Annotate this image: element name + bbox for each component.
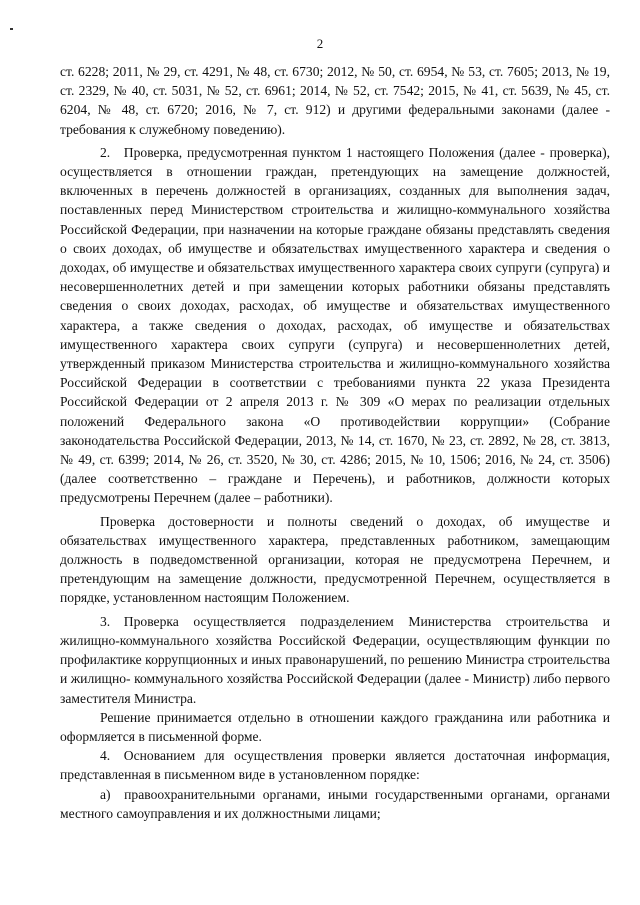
paragraph-verification: Проверка достоверности и полноты сведений о доходах, об имуществе и обязательствах имущественного характера, представленных работником, замещающим должность в подведомственной организации, которая не предусмотрена Перечнем, и претендующим на замещение должности, предусмотренной Перечнем, осуществляется в порядке, установленном настоящим Положением.: [60, 513, 610, 606]
paragraph-decision: Решение принимается отдельно в отношении каждого гражданина или работника и оформляется в письменной форме.: [60, 709, 610, 744]
scan-mark: [10, 28, 13, 30]
page-number: 2: [316, 36, 324, 51]
paragraph-continuation: ст. 6228; 2011, № 29, ст. 4291, № 48, ст. 6730; 2012, № 50, ст. 6954, № 53, ст. 7605; 2013, № 19, ст. 2329, № 40, ст. 5031, № 52, ст. 6961; 2014, № 52, ст. 7542; 2015, № 41, ст. 5639, № 45, ст. 6204, № 48, ст. 6720; 2016, № 7, ст. 912) и другими федеральными законами (далее - требования к служебному поведению).: [60, 64, 610, 137]
paragraph-item-2: 2. Проверка, предусмотренная пунктом 1 настоящего Положения (далее - проверка), осуществляется в отношении граждан, претендующих на замещение должностей, включенных в перечень должностей в организациях, созданных для выполнения задач, поставленных перед Министерством строительства и жилищно-коммунального хозяйства Российской Федерации, при назначении на которые граждане обязаны представлять сведения о своих доходах, об имуществе и обязательствах имущественного характера и сведения о доходах, об имуществе и обязательствах имущественного характера своих супруги (супруга) и несовершеннолетних детей и при замещении которых работники обязаны представлять сведения о своих доходах, расходах, об имуществе и обязательствах имущественного характера, а также сведения о доходах, расходах, об имуществе и обязательствах имущественного характера своих супруги (супруга) и несовершеннолетних детей, утвержденный приказом Министерства строительства и жилищно-коммунального хозяйства Российской Федерации в соответствии с требованиями пункта 22 указа Президента Российской Федерации от 2 апреля 2013 г. № 309 «О мерах по реализации отдельных положений Федерального закона «О противодействии коррупции» (Собрание законодательства Российской Федерации, 2013, № 14, ст. 1670, № 23, ст. 2892, № 28, ст. 3813, № 49, ст. 6399; 2014, № 26, ст. 3520, № 30, ст. 4286; 2015, № 10, 1506; 2016, № 24, ст. 3506) (далее соответственно – граждане и Перечень), и работников, должности которых предусмотрены Перечнем (далее – работники).: [60, 144, 610, 506]
paragraph-item-3: 3. Проверка осуществляется подразделением Министерства строительства и жилищно-коммунального хозяйства Российской Федерации, осуществляющим функции по профилактике коррупционных и иных правонарушений, по решению Министра строительства и жилищно- коммунального хозяйства Российской Федерации (далее - Министр) либо первого заместителя Министра.: [60, 613, 610, 706]
document-body: [60, 62, 610, 823]
paragraph-item-4a: а) правоохранительными органами, иными государственными органами, органами местного самоуправления и их должностными лицами;: [60, 786, 610, 821]
paragraph-item-4: 4. Основанием для осуществления проверки является достаточная информация, представленная в письменном виде в установленном порядке:: [60, 748, 610, 783]
